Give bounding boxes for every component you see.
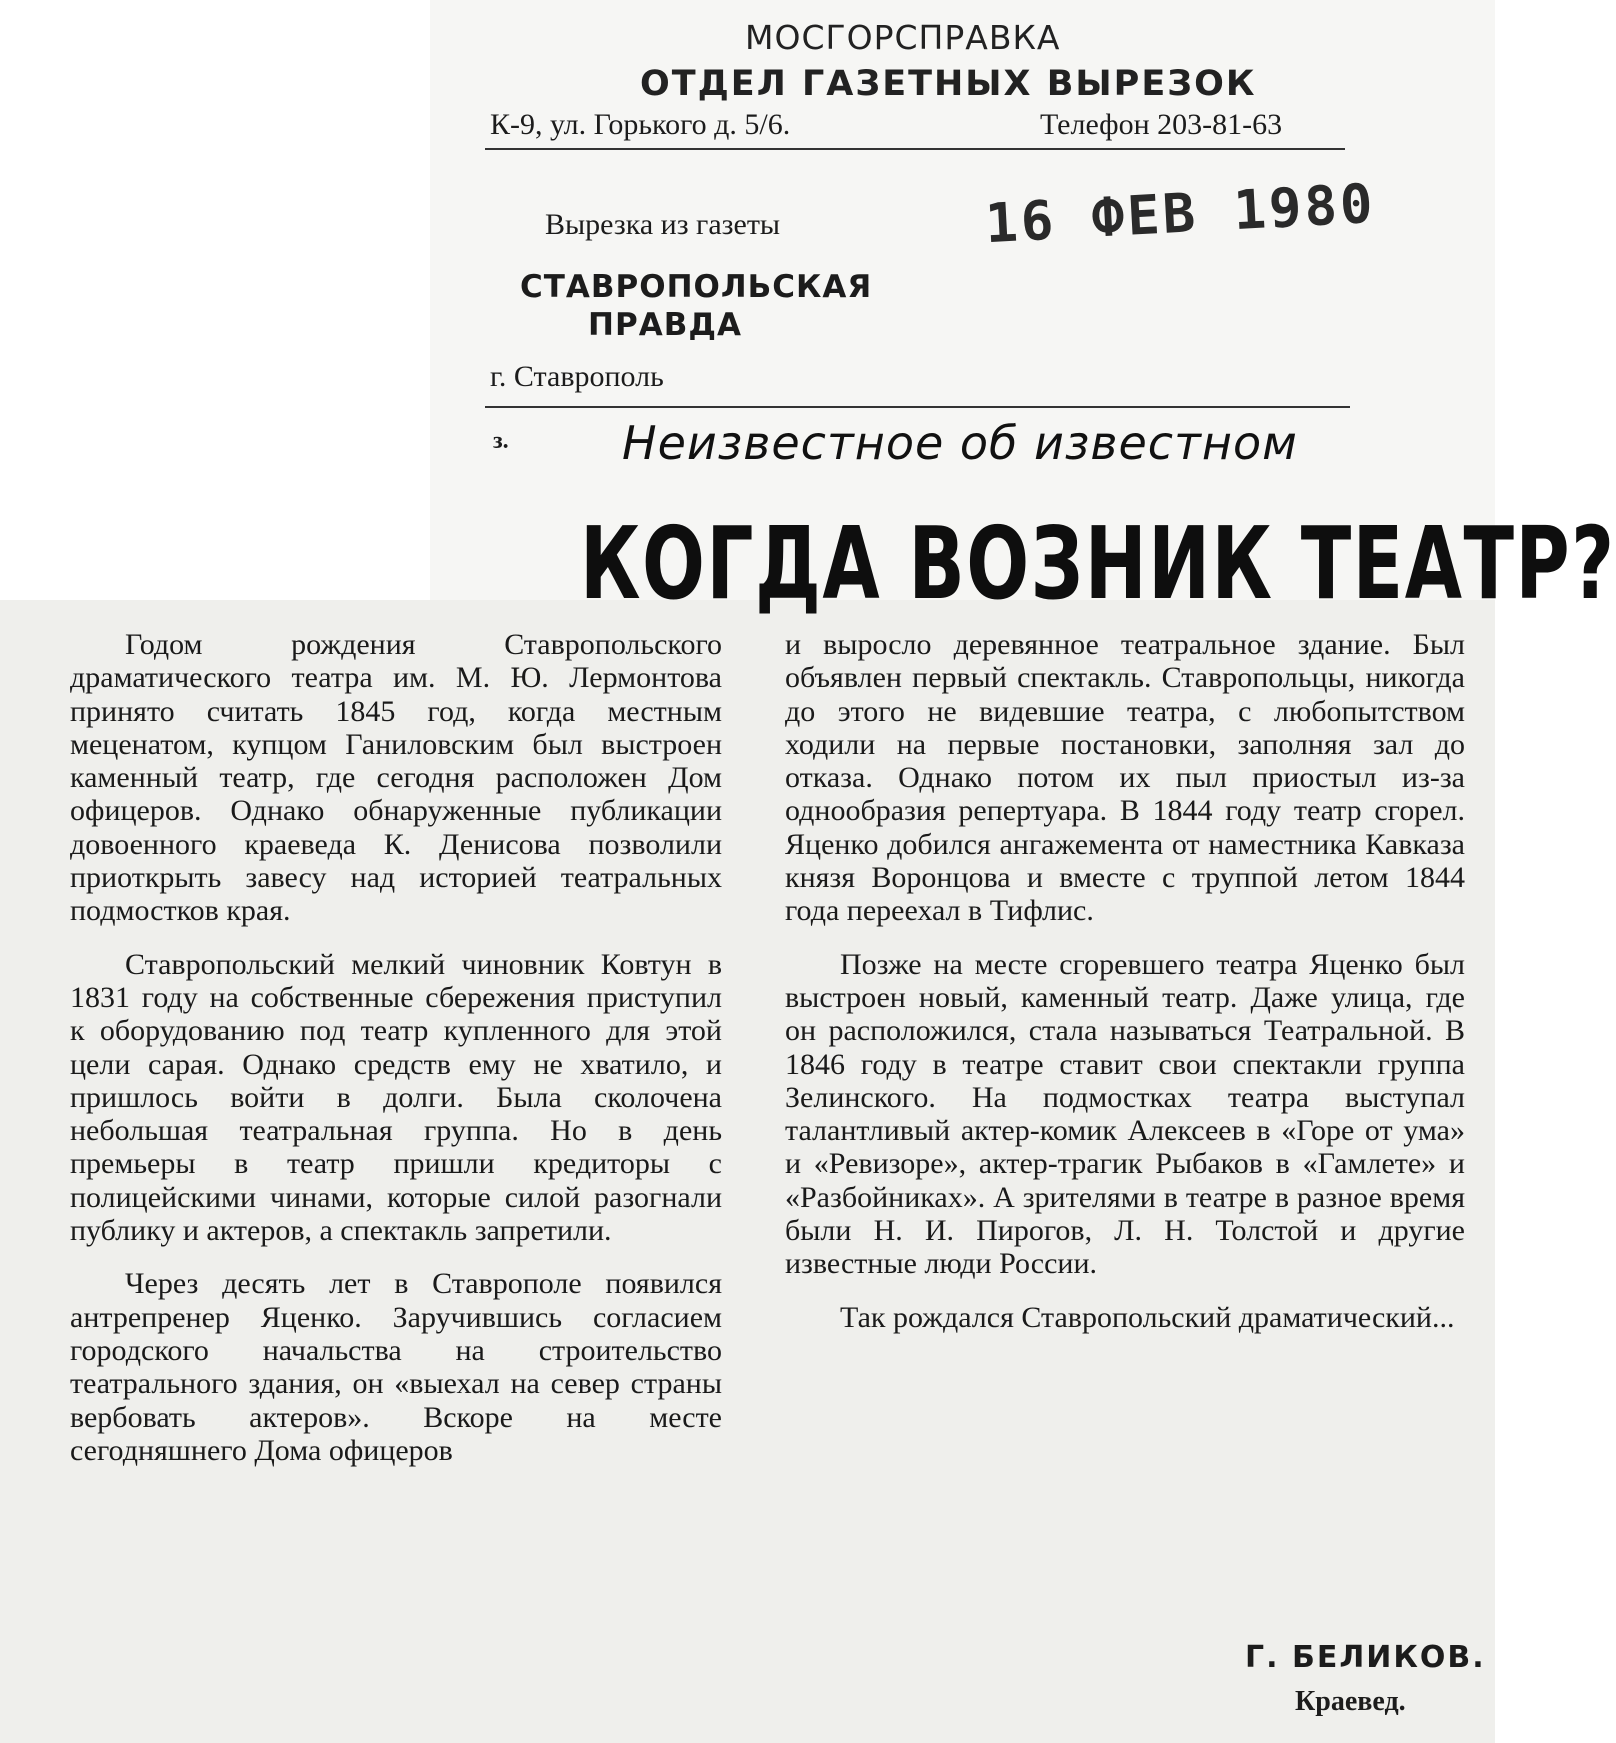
- newspaper-name-text: СТАВРОПОЛЬСКАЯ ПРАВДА: [520, 269, 873, 343]
- clipping-divider: [485, 406, 1350, 408]
- article-rubric: Неизвестное об известном: [622, 416, 1298, 470]
- newspaper-name: [520, 268, 873, 344]
- paragraph: Ставропольский мелкий чиновник Ковтун в 1831 году на собственные сбережения приступил к оборудованию под театр купленного для этой цели сарая. Однако средств ему не хватило, и пришлось войти в долги. Была сколочена небольшая театральная группа. Но в день премьеры в театр пришли кредиторы с полицейскими чинами, которые силой разогнали публику и актеров, а спектакль запретили.: [70, 947, 722, 1248]
- paragraph: и выросло деревянное театральное здание. Был объявлен первый спектакль. Ставропольцы, никогда до этого не видевшие театра, с любопытством ходили на первые постановки, заполняя зал до отказа. Однако потом их пыл приостыл из-за однообразия репертуара. В 1844 году театр сгорел. Яценко добился ангажемента от наместника Кавказа князя Воронцова и вместе с труппой летом 1844 года переехал в Тифлис.: [785, 628, 1465, 928]
- author-role: Краевед.: [1295, 1686, 1406, 1717]
- date-stamp: 16 ФЕВ 1980: [983, 171, 1378, 256]
- department-name: ОТДЕЛ ГАЗЕТНЫХ ВЫРЕЗОК: [640, 64, 1257, 104]
- clipping-label: Вырезка из газеты: [545, 208, 781, 241]
- page-marker: з.: [493, 428, 509, 454]
- paragraph: Так рождался Ставропольский драматический...: [840, 1300, 1455, 1334]
- paragraph: Через десять лет в Ставрополе появился антрепренер Яценко. Заручившись согласием городского начальства на строительство театрального здания, он «выехал на север страны вербовать актеров». Вскоре на месте сегодняшнего Дома офицеров: [70, 1267, 722, 1467]
- header-divider: [485, 148, 1345, 150]
- article-headline: КОГДА ВОЗНИК ТЕАТР?: [580, 505, 1616, 622]
- agency-address: К-9, ул. Горького д. 5/6.: [490, 108, 791, 141]
- paragraph: Годом рождения Ставропольского драматического театра им. М. Ю. Лермонтова принято считать 1845 год, когда местным меценатом, купцом Ганиловским был выстроен каменный театр, где сегодня расположен Дом офицеров. Однако обнаруженные публикации довоенного краеведа К. Денисова позволили приоткрыть завесу над историей театральных подмостков края.: [70, 628, 722, 928]
- article-column-right: [785, 628, 1465, 1354]
- newspaper-city: г. Ставрополь: [490, 360, 664, 393]
- paragraph: Позже на месте сгоревшего театра Яценко был выстроен новый, каменный театр. Даже улица, где он расположился, стала называться Театральной. В 1846 году в театре ставит свои спектакли группа Зелинского. На подмостках театра выступал талантливый актер-комик Алексеев в «Горе от ума» и «Ревизоре», актер-трагик Рыбаков в «Гамлете» и «Разбойниках». А зрителями в театре в разное время были Н. И. Пирогов, Л. Н. Толстой и другие известные люди России.: [785, 947, 1465, 1281]
- agency-phone: Телефон 203-81-63: [1040, 108, 1283, 141]
- article-column-left: [70, 628, 722, 1487]
- author-signature: Г. БЕЛИКОВ.: [1245, 1640, 1486, 1675]
- agency-name: МОСГОРСПРАВКА: [745, 18, 1061, 57]
